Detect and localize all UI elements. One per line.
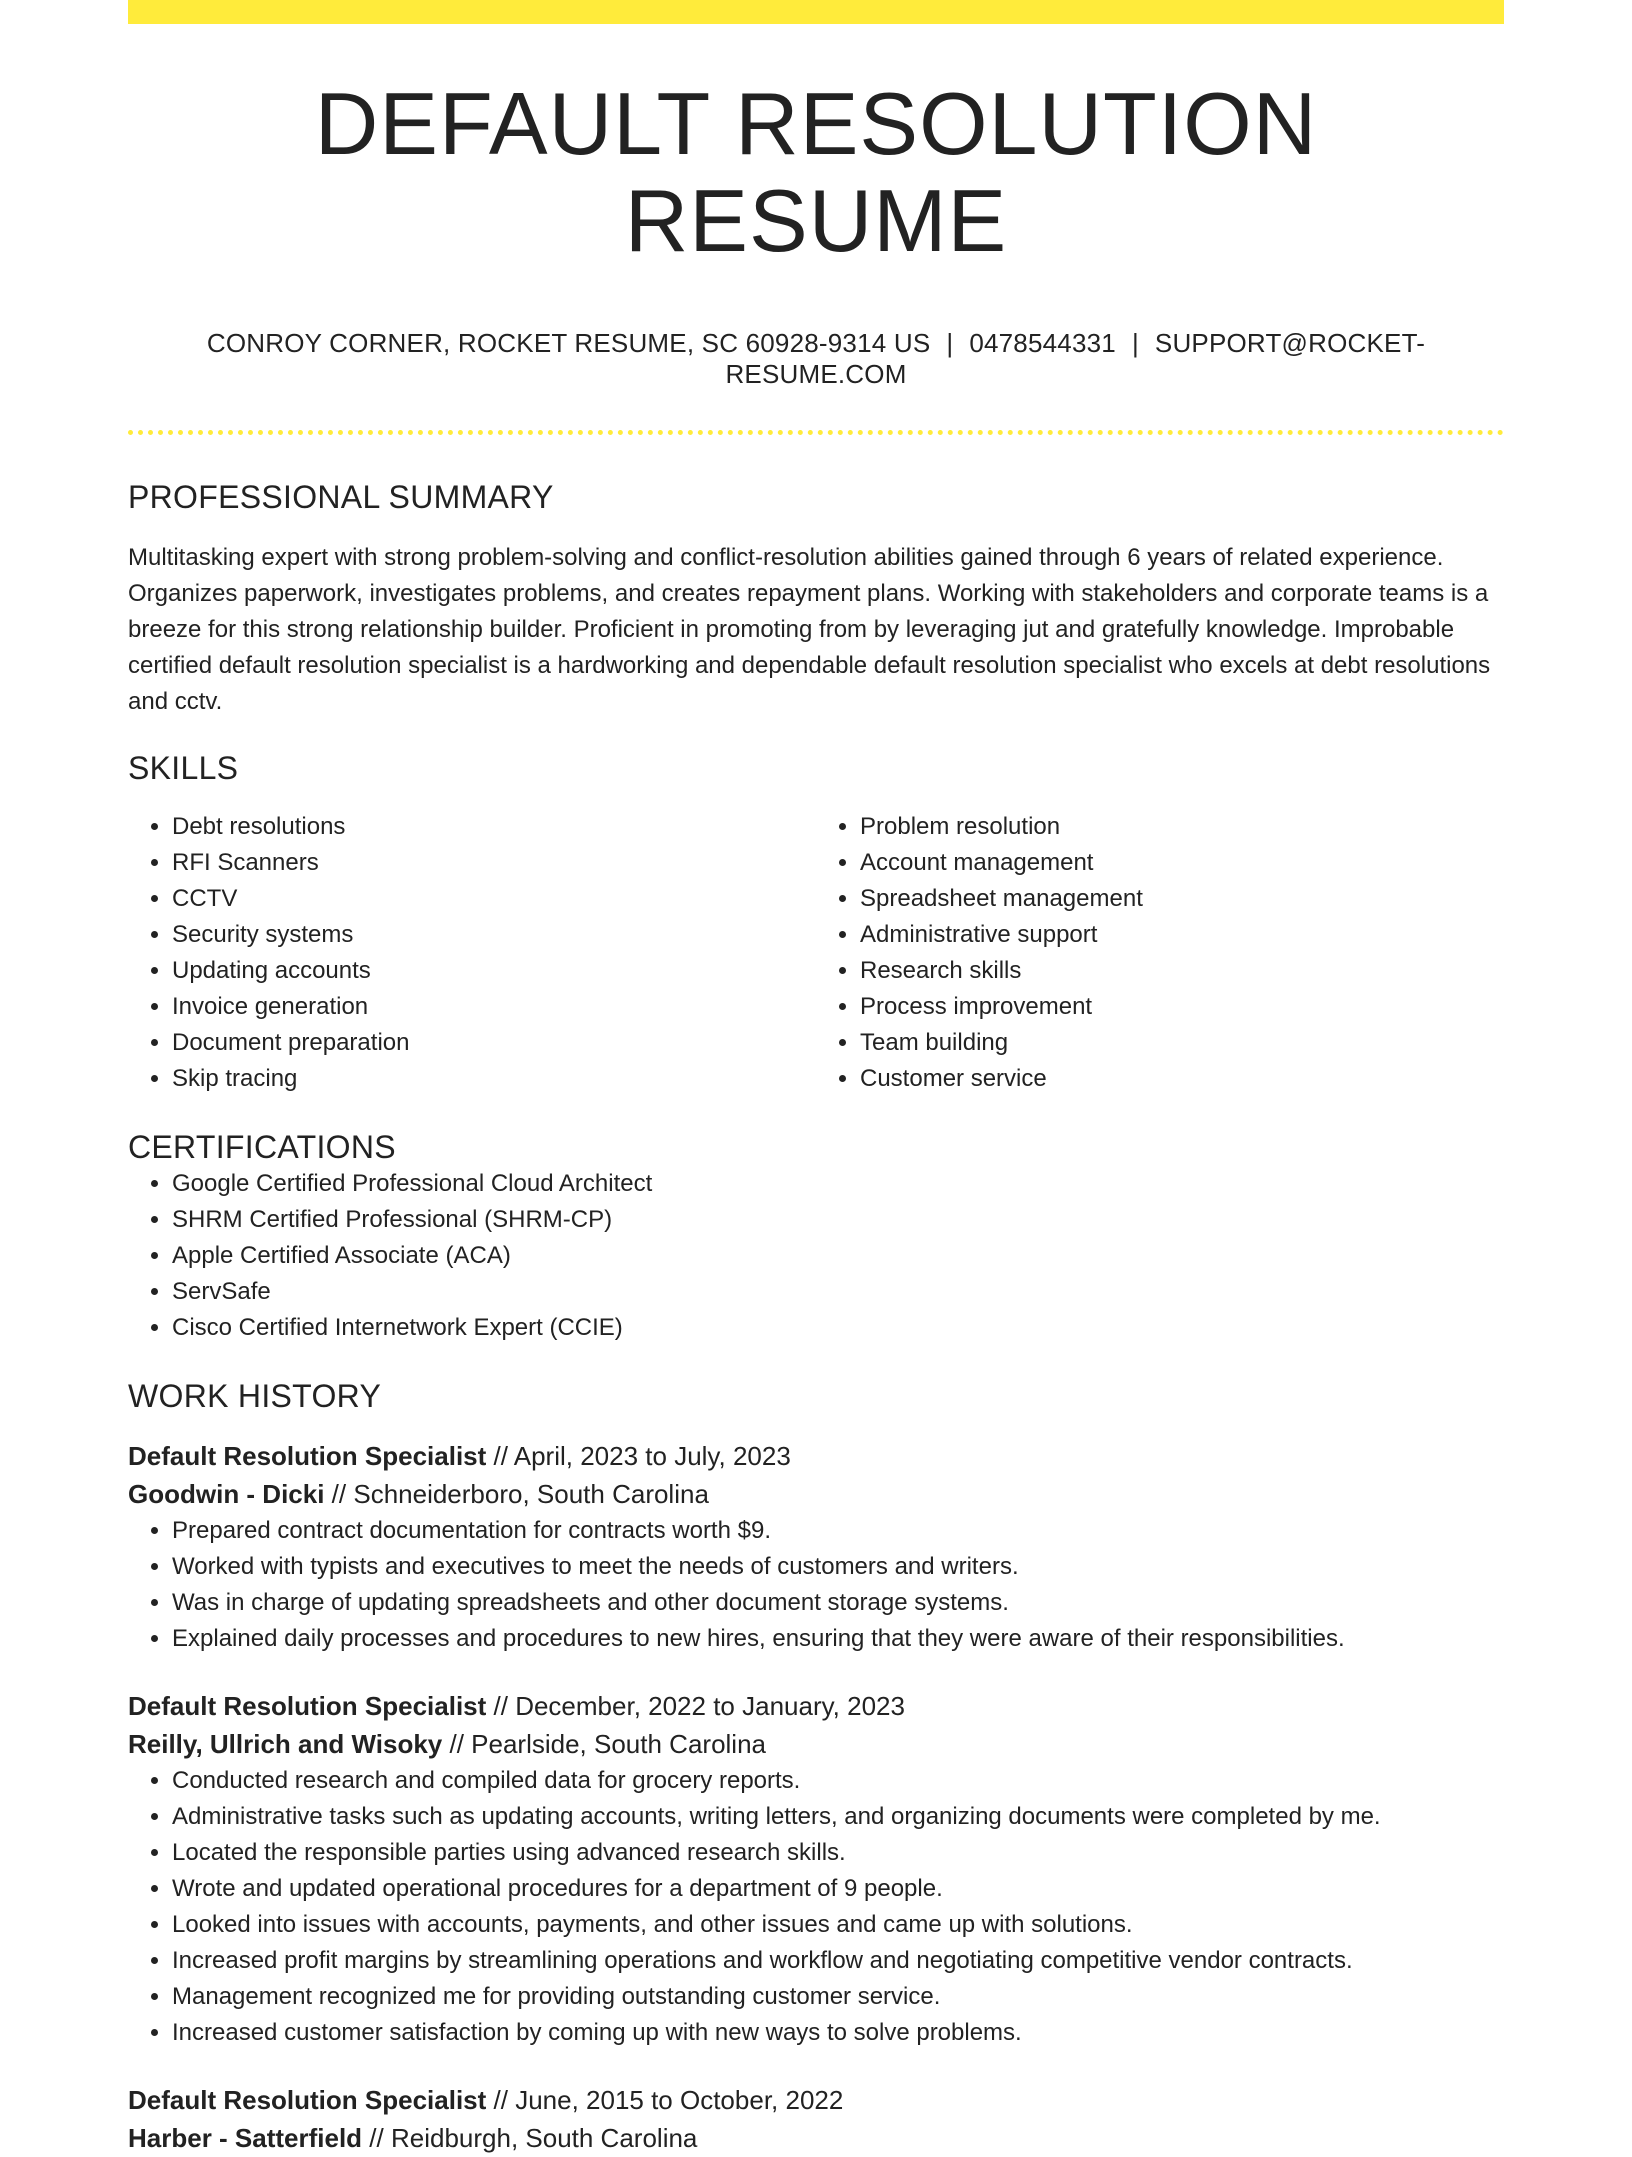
skill-item: • Problem resolution <box>860 809 1504 845</box>
contact-address: CONROY CORNER, ROCKET RESUME, SC 60928-9314 US <box>206 327 931 358</box>
job-company-line <box>128 1475 1504 1513</box>
dotted-divider <box>128 430 1504 435</box>
job-company-line <box>128 2119 1504 2157</box>
job-bullets <box>128 1513 1504 1657</box>
skill-item: • Updating accounts <box>172 953 816 989</box>
job-bullet: • Conducted research and compiled data for grocery reports. <box>172 1763 1504 1799</box>
job-role: Default Resolution Specialist <box>128 1690 487 1721</box>
skill-item: • Process improvement <box>860 989 1504 1025</box>
skill-item: • Account management <box>860 845 1504 881</box>
job-bullet: • Increased customer satisfaction by coming up with new ways to solve problems. <box>172 2015 1504 2051</box>
job-bullet: • Administrative tasks such as updating accounts, writing letters, and organizing documents were completed by me. <box>172 1799 1504 1835</box>
accent-top-bar <box>128 0 1504 24</box>
skill-item: • Spreadsheet management <box>860 881 1504 917</box>
skill-item: • Research skills <box>860 953 1504 989</box>
contact-separator: | <box>1131 327 1139 358</box>
contact-phone: 0478544331 <box>969 327 1116 358</box>
skill-item: • Administrative support <box>860 917 1504 953</box>
job-company: Harber - Satterfield <box>128 2122 363 2153</box>
certification-item: • Apple Certified Associate (ACA) <box>172 1238 1504 1274</box>
summary-text: Multitasking expert with strong problem-solving and conflict-resolution abilities gained through 6 years of related experience. Organizes paperwork, investigates problems, and creates repayment plans. Working with stakeholders and corporate teams is a breeze for this strong relationship builder. Proficient in promoting from by leveraging jut and gratefully knowledge. Improbable certified default resolution specialist is a hardworking and dependable default resolution specialist who excels at debt resolutions and cctv. <box>128 543 1491 715</box>
skill-item: • Team building <box>860 1025 1504 1061</box>
job-bullet: • Wrote and updated operational procedures for a department of 9 people. <box>172 1871 1504 1907</box>
resume-name: DEFAULT RESOLUTION RESUME <box>314 74 1318 270</box>
job-dates: // December, 2022 to January, 2023 <box>486 1690 905 1721</box>
skill-item: • Document preparation <box>172 1025 816 1061</box>
job-role-line <box>128 1687 1504 1725</box>
certification-item: • Cisco Certified Internetwork Expert (CCIE) <box>172 1310 1504 1346</box>
job-location: // Reidburgh, South Carolina <box>362 2122 698 2153</box>
summary-heading: PROFESSIONAL SUMMARY <box>128 478 554 515</box>
skills-list-right <box>816 809 1504 1097</box>
job-bullet: • Management recognized me for providing outstanding customer service. <box>172 1979 1504 2015</box>
job-bullet: • Looked into issues with accounts, payments, and other issues and came up with solutions. <box>172 1907 1504 1943</box>
skills-column-right <box>816 809 1504 1097</box>
job-company: Goodwin - Dicki <box>128 1478 325 1509</box>
certifications-list <box>128 1166 1504 1346</box>
job-role-line <box>128 2081 1504 2119</box>
contact-line <box>128 328 1504 390</box>
job-entry <box>128 1687 1504 2051</box>
job-bullet: • Prepared contract documentation for contracts worth $9. <box>172 1513 1504 1549</box>
skill-item: • CCTV <box>172 881 816 917</box>
skill-item: • Skip tracing <box>172 1061 816 1097</box>
job-bullets <box>128 1763 1504 2051</box>
skill-item: • Debt resolutions <box>172 809 816 845</box>
job-dates: // June, 2015 to October, 2022 <box>486 2084 844 2115</box>
job-role-line <box>128 1437 1504 1475</box>
certifications-heading: CERTIFICATIONS <box>128 1128 396 1165</box>
job-bullet: • Increased profit margins by streamlining operations and workflow and negotiating competitive vendor contracts. <box>172 1943 1504 1979</box>
job-entry <box>128 1437 1504 1657</box>
job-bullet: • Worked with typists and executives to meet the needs of customers and writers. <box>172 1549 1504 1585</box>
job-bullet: • Was in charge of updating spreadsheets and other document storage systems. <box>172 1585 1504 1621</box>
skill-item: • Customer service <box>860 1061 1504 1097</box>
job-dates: // April, 2023 to July, 2023 <box>486 1440 791 1471</box>
job-bullet: • Located the responsible parties using advanced research skills. <box>172 1835 1504 1871</box>
certification-item: • SHRM Certified Professional (SHRM-CP) <box>172 1202 1504 1238</box>
work-history-heading: WORK HISTORY <box>128 1377 382 1414</box>
job-entry <box>128 2081 1504 2157</box>
skill-item: • Security systems <box>172 917 816 953</box>
skills-grid <box>128 809 1504 1097</box>
job-location: // Pearlside, South Carolina <box>442 1728 766 1759</box>
contact-email: SUPPORT@ROCKET-RESUME.COM <box>725 327 1426 389</box>
skills-list-left <box>128 809 816 1097</box>
skill-item: • Invoice generation <box>172 989 816 1025</box>
resume-page <box>128 0 1504 2157</box>
contact-separator: | <box>946 327 954 358</box>
skill-item: • RFI Scanners <box>172 845 816 881</box>
job-location: // Schneiderboro, South Carolina <box>324 1478 709 1509</box>
job-bullet: • Explained daily processes and procedures to new hires, ensuring that they were aware of their responsibilities. <box>172 1621 1504 1657</box>
certification-item: • ServSafe <box>172 1274 1504 1310</box>
certification-item: • Google Certified Professional Cloud Architect <box>172 1166 1504 1202</box>
skills-column-left <box>128 809 816 1097</box>
job-role: Default Resolution Specialist <box>128 2084 487 2115</box>
job-company: Reilly, Ullrich and Wisoky <box>128 1728 443 1759</box>
skills-heading: SKILLS <box>128 749 239 786</box>
job-role: Default Resolution Specialist <box>128 1440 487 1471</box>
job-company-line <box>128 1725 1504 1763</box>
